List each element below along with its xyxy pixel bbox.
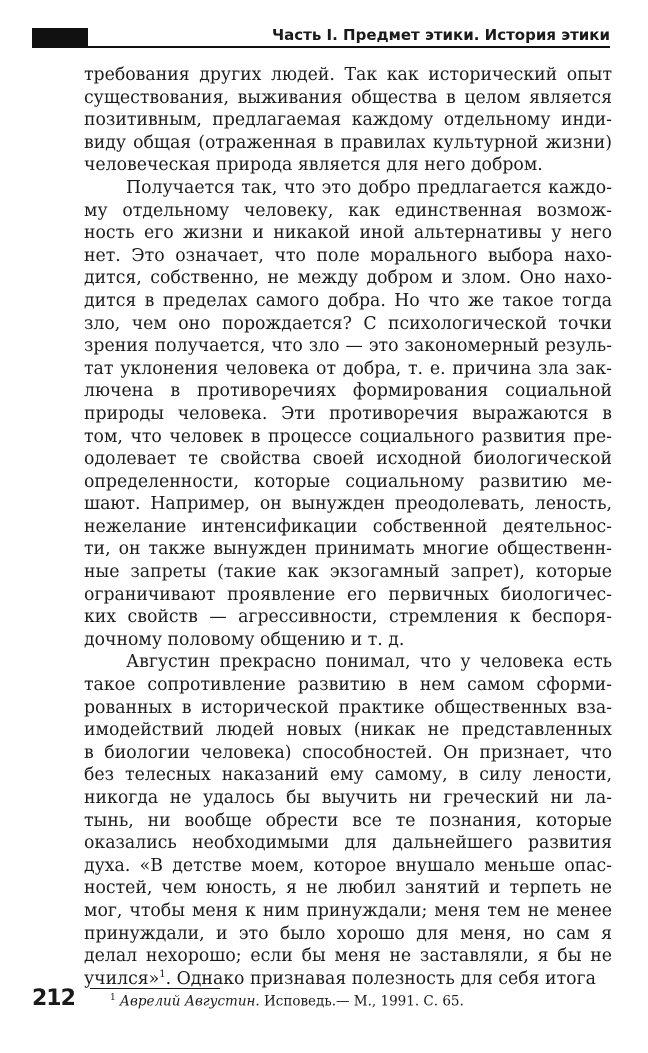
text-line: одолевает те свойства своей исходной биологической (84, 449, 612, 470)
footnote-reference: 1 (159, 968, 166, 980)
paragraph-3 (84, 651, 612, 990)
text-line: рованных в исторической практике общественных вза- (84, 697, 612, 718)
text-line: имодействий людей новых (никак не представленных (84, 720, 612, 741)
footnote (110, 993, 464, 1010)
text-line: ограничивают проявление его первичных биологичес- (84, 584, 612, 605)
text-line: природы человека. Эти противоречия выражаются в (84, 403, 612, 424)
text-line: зрения получается, что зло — это закономерный резуль- (84, 336, 612, 357)
running-header (32, 26, 610, 48)
sentence-period: . (165, 968, 172, 989)
footnote-author: Аврелий Августин. (119, 993, 260, 1010)
text-line: лючена в противоречиях формирования социальной (84, 381, 612, 402)
text-line: без телесных наказаний ему самому, в силу лености, (84, 765, 612, 786)
text-line: тат уклонения человека от добра, т. е. причина зла зак- (84, 358, 612, 379)
text-line: ностей, чем юность, я не любил занятий и терпеть не (84, 878, 612, 899)
text-line: духа. «В детстве моем, которое внушало меньше опас- (84, 855, 612, 876)
text-line: дится, собственно, не между добром и злом. Оно нахо- (84, 268, 612, 289)
text-line: такое сопротивление развитию в нем самом сформи- (84, 675, 612, 696)
line-continuation: Однако признавая полезность для себя итога (171, 968, 596, 989)
text-line: делал нехорошо; если бы меня не заставляли, я бы не (84, 946, 612, 967)
paragraph-1 (84, 64, 612, 177)
text-line: позитивным, предлагаемая каждому отдельному инди- (84, 110, 612, 131)
text-line: ные запреты (такие как экзогамный запрет), которые (84, 562, 612, 583)
text-line: существования, выживания общества в целом является (84, 87, 612, 108)
text-line: ность его жизни и никакой иной альтернативы у него (84, 223, 612, 244)
header-black-block (32, 28, 88, 48)
paragraph-2 (84, 177, 612, 651)
text-line: шают. Например, он вынужден преодолевать, леность, (84, 494, 612, 515)
text-line: дится в пределах самого добра. Но что же такое тогда (84, 290, 612, 311)
footnote-rule (90, 988, 220, 989)
text-line: человеческая природа является для него добром. (84, 155, 543, 176)
footnote-text: Исповедь.— М., 1991. С. 65. (264, 993, 464, 1010)
page-number: 212 (32, 986, 75, 1011)
text-line: му отдельному человеку, как единственная возмож- (84, 200, 612, 221)
footnote-mark: 1 (110, 993, 116, 1003)
text-line: дочному половому общению и т. д. (84, 629, 405, 650)
text-line: оказались необходимыми для дальнейшего развития (84, 833, 612, 854)
quote-end-text: учился» (84, 968, 160, 989)
text-line: нет. Это означает, что поле морального выбора нахо- (84, 245, 612, 266)
text-line: Получается так, что это добро предлагается каждо- (126, 177, 612, 198)
header-rule (88, 46, 610, 48)
text-line: мог, чтобы меня к ним принуждали; меня тем не менее (84, 900, 612, 921)
text-line: в биологии человека) способностей. Он признает, что (84, 742, 612, 763)
text-line: Августин прекрасно понимал, что у человека есть (126, 652, 612, 673)
text-line: определенности, которые социальному развитию ме- (84, 471, 612, 492)
text-line: ких свойств — агрессивности, стремления к беспоря- (84, 607, 612, 628)
text-line: зло, чем оно порождается? С психологической точки (84, 313, 612, 334)
text-line: тынь, ни вообще обрести все те познания, которые (84, 810, 612, 831)
text-line-with-note (84, 968, 612, 991)
body-text (84, 64, 612, 990)
text-line: нежелание интенсификации собственной деятельнос- (84, 516, 612, 537)
text-line: принуждали, и это было хорошо для меня, но сам я (84, 923, 612, 944)
text-line: том, что человек в процессе социального развития пре- (84, 426, 612, 447)
text-line: ти, он также вынужден принимать многие общественн- (84, 539, 612, 560)
text-line: никогда не удалось бы выучить ни греческий ни ла- (84, 788, 612, 808)
running-title: Часть I. Предмет этики. История этики (264, 24, 610, 46)
text-line: требования других людей. Так как исторический опыт (84, 65, 612, 85)
text-line: виду общая (отраженная в правилах культурной жизни) (84, 132, 612, 153)
